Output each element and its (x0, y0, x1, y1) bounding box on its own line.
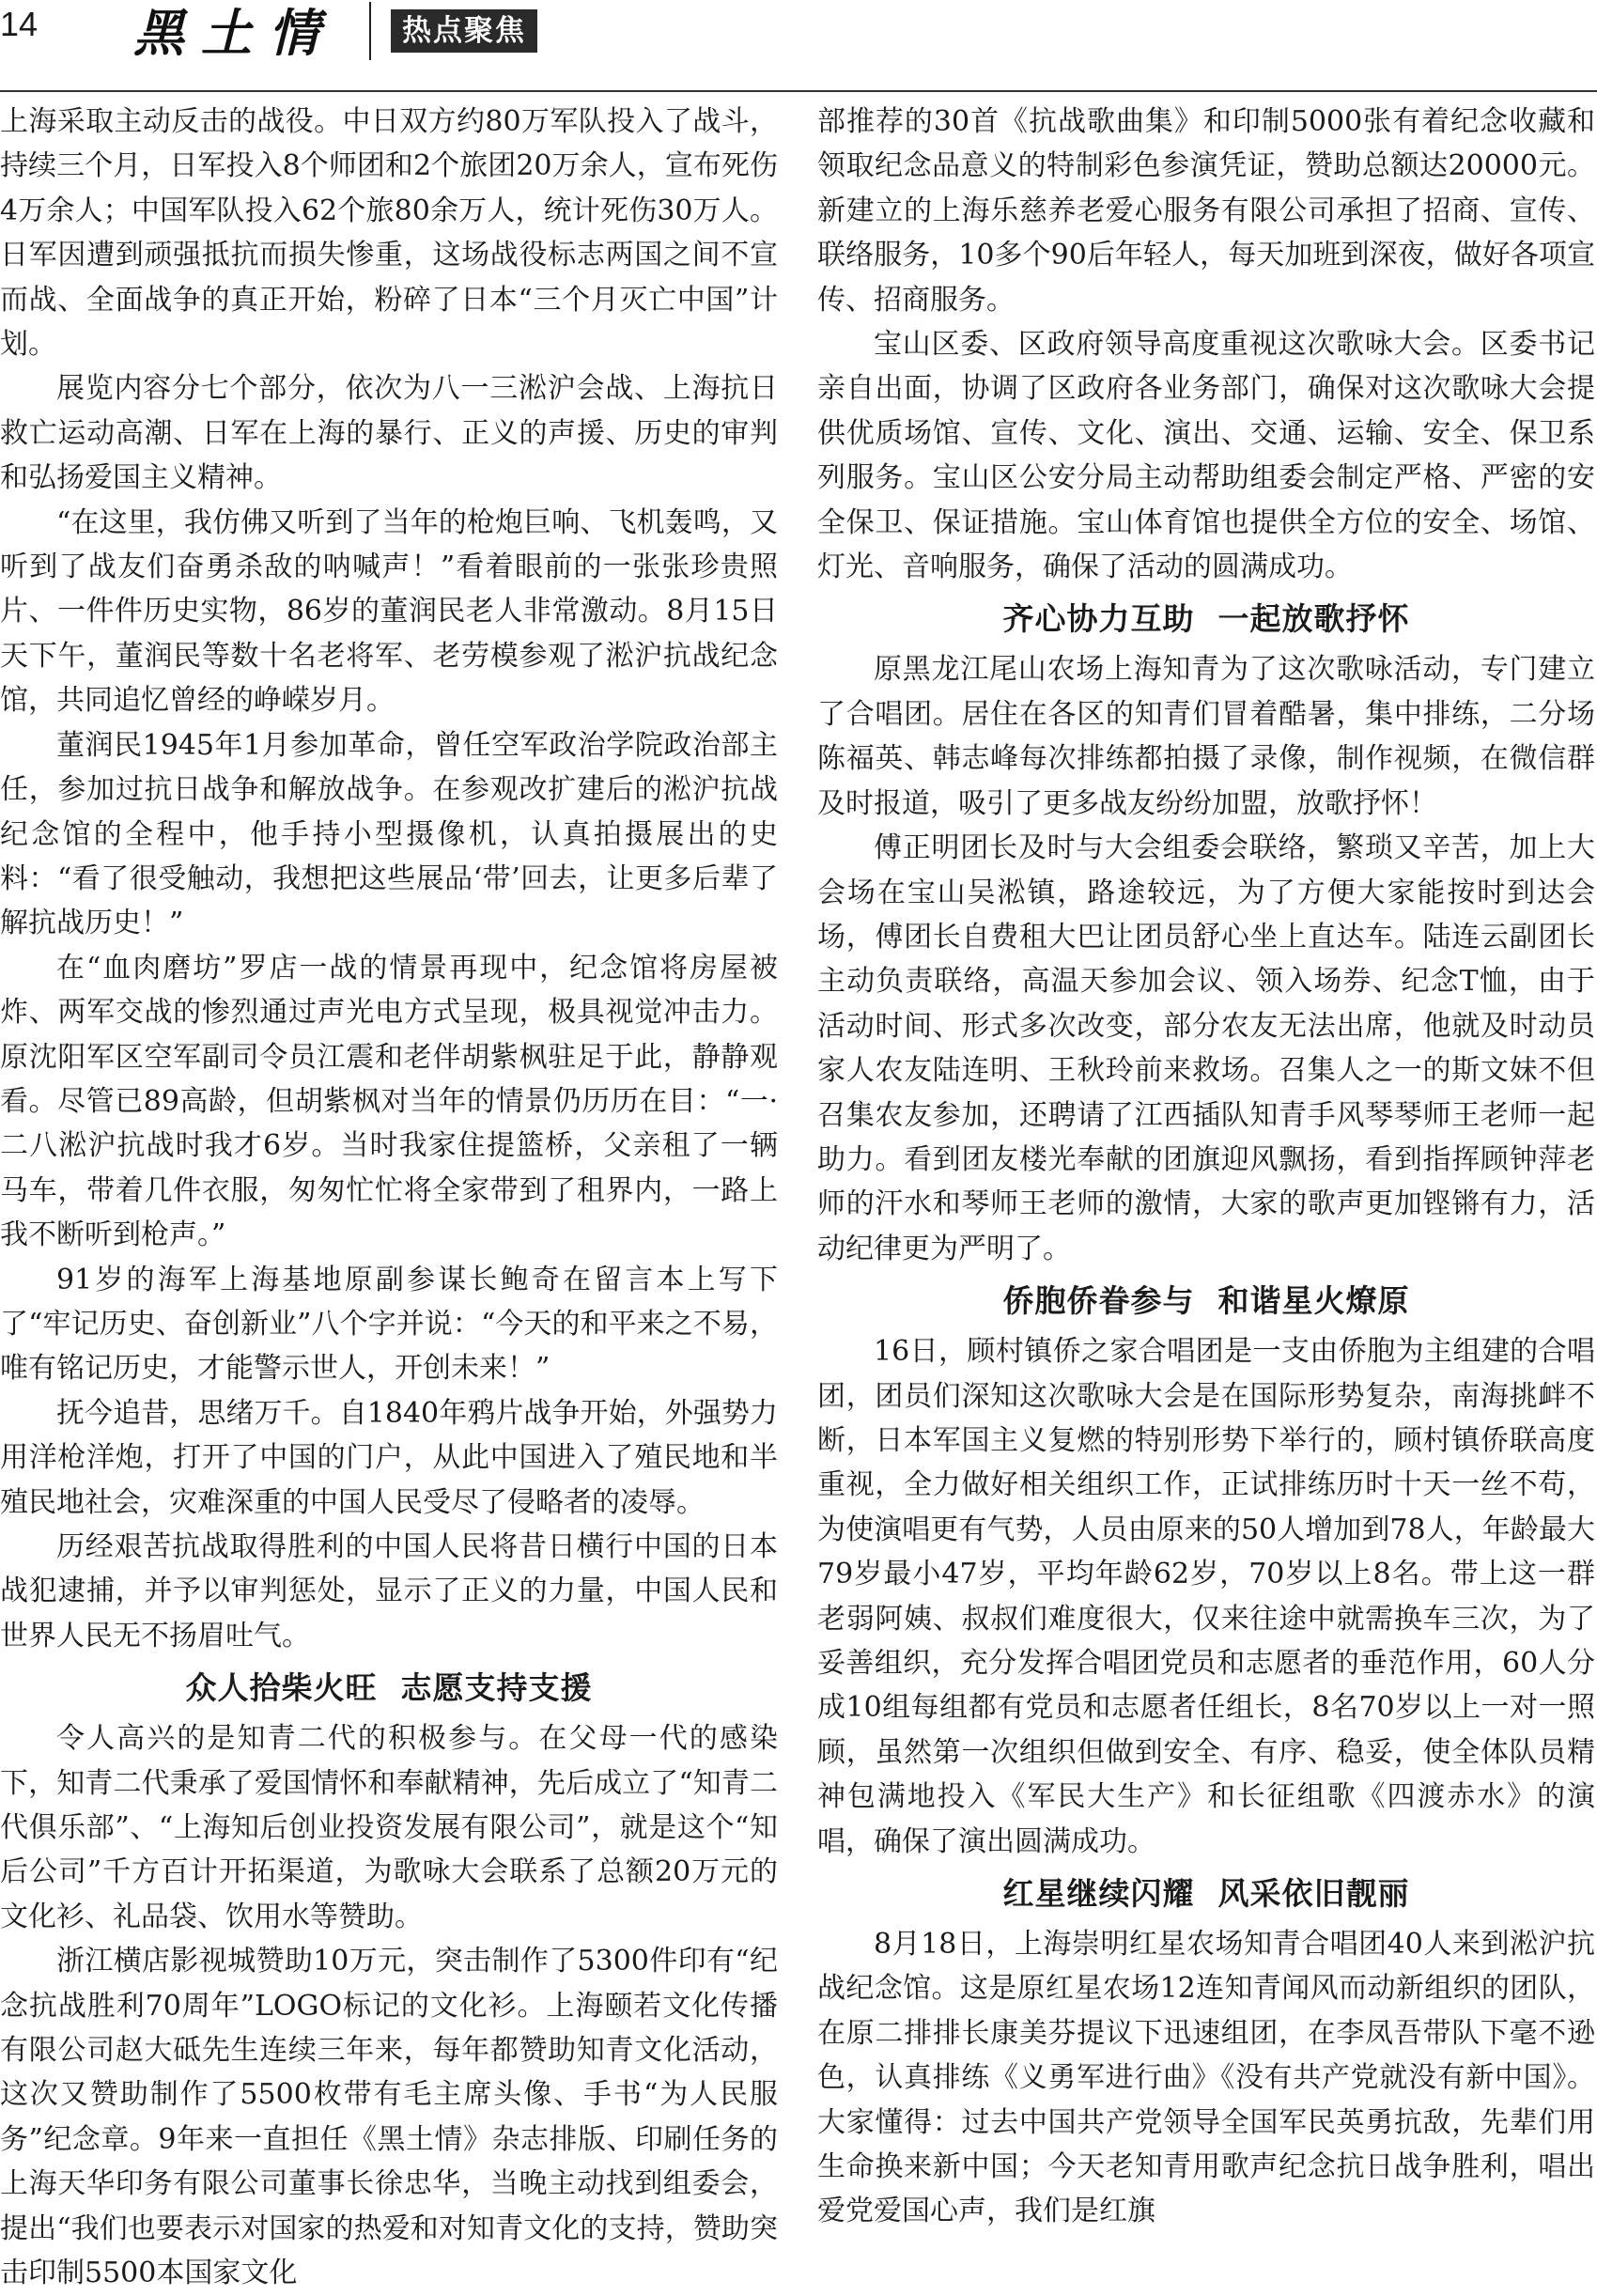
section-label: 热点聚焦 (391, 9, 537, 53)
right-column (817, 100, 1595, 2288)
magazine-logo: 黑土情 (133, 3, 336, 63)
paragraph: 原黑龙江尾山农场上海知青为了这次歌咏活动，专门建立了合唱团。居住在各区的知青们冒着酷暑，集中排练，二分场陈福英、韩志峰每次排练都拍摄了录像，制作视频，在微信群及时报道，吸引了更多战友纷纷加盟，放歌抒怀！ (817, 653, 1595, 820)
paragraph: 浙江横店影视城赞助10万元，突击制作了5300件印有“纪念抗战胜利70周年”LOGO标记的文化衫。上海颐若文化传播有限公司赵大砥先生连续三年来，每年都赞助知青文化活动，这次又赞助制作了5500枚带有毛主席头像、手书“为人民服务”纪念章。9年来一直担任《黑土情》杂志排版、印刷任务的上海天华印务有限公司董事长徐忠华，当晚主动找到组委会，提出“我们也要表示对国家的热爱和对知青文化的支持，赞助突击印制5500本国家文化 (0, 1945, 778, 2288)
paragraph: 历经艰苦抗战取得胜利的中国人民将昔日横行中国的日本战犯逮捕，并予以审判惩处，显示了正义的力量，中国人民和世界人民无不扬眉吐气。 (0, 1530, 778, 1652)
paragraph: 91岁的海军上海基地原副参谋长鲍奇在留言本上写下了“牢记历史、奋创新业”八个字并说：“今天的和平来之不易，唯有铭记历史，才能警示世人，开创未来！” (0, 1263, 778, 1386)
paragraph: 宝山区委、区政府领导高度重视这次歌咏大会。区委书记亲自出面，协调了区政府各业务部门，确保对这次歌咏大会提供优质场馆、宣传、文化、演出、交通、运输、安全、保卫系列服务。宝山区公安分局主动帮助组委会制定严格、严密的安全保卫、保证措施。宝山体育馆也提供全方位的安全、场馆、灯光、音响服务，确保了活动的圆满成功。 (817, 328, 1595, 584)
paragraph: 16日，顾村镇侨之家合唱团是一支由侨胞为主组建的合唱团，团员们深知这次歌咏大会是在国际形势复杂，南海挑衅不断，日本军国主义复燃的特别形势下举行的，顾村镇侨联高度重视，全力做好相关组织工作，正试排练历时十天一丝不苟，为使演唱更有气势，人员由原来的50人增加到78人，年龄最大79岁最小47岁，平均年龄62岁，70岁以上8名。带上这一群老弱阿姨、叔叔们难度很大，仅来往途中就需换车三次，为了妥善组织，充分发挥合唱团党员和志愿者的垂范作用，60人分成10组每组都有党员和志愿者任组长，8名70岁以上一对一照顾，虽然第一次组织但做到安全、有序、稳妥，使全体队员精神包满地投入《军民大生产》和长征组歌《四渡赤水》的演唱，确保了演出圆满成功。 (817, 1335, 1595, 1858)
section-subheading: 侨胞侨眷参与 和谐星火燎原 (1002, 1282, 1410, 1320)
paragraph: 8月18日，上海崇明红星农场知青合唱团40人来到淞沪抗战纪念馆。这是原红星农场12连知青闻风而动新组织的团队，在原二排排长康美芬提议下迅速组团，在李凤吾带队下毫不逊色，认真排练《义勇军进行曲》《没有共产党就没有新中国》。大家懂得：过去中国共产党领导全国军民英勇抗敌，先辈们用生命换来新中国；今天老知青用歌声纪念抗日战争胜利，唱出爱党爱国心声，我们是红旗 (817, 1928, 1595, 2228)
page-number: 14 (0, 5, 39, 43)
section-subheading: 齐心协力互助 一起放歌抒怀 (1002, 600, 1410, 638)
paragraph: 部推荐的30首《抗战歌曲集》和印制5000张有着纪念收藏和领取纪念品意义的特制彩色参演凭证，赞助总额达20000元。新建立的上海乐慈养老爱心服务有限公司承担了招商、宣传、联络服务，10多个90后年轻人，每天加班到深夜，做好各项宣传、招商服务。 (817, 105, 1595, 317)
paragraph: 令人高兴的是知青二代的积极参与。在父母一代的感染下，知青二代秉承了爱国情怀和奉献精神，先后成立了“知青二代俱乐部”、“上海知后创业投资发展有限公司”，就是这个“知后公司”千方百计开拓渠道，为歌咏大会联系了总额20万元的文化衫、礼品袋、饮用水等赞助。 (0, 1722, 778, 1933)
paragraph: 展览内容分七个部分，依次为八一三淞沪会战、上海抗日救亡运动高潮、日军在上海的暴行、正义的声援、历史的审判和弘扬爱国主义精神。 (0, 372, 778, 495)
header-rule (0, 90, 1597, 92)
left-column (0, 100, 778, 2288)
section-subheading: 红星继续闪耀 风采依旧靓丽 (1002, 1875, 1410, 1913)
paragraph: 在“血肉磨坊”罗店一战的情景再现中，纪念馆将房屋被炸、两军交战的惨烈通过声光电方式呈现，极具视觉冲击力。原沈阳军区空军副司令员江震和老伴胡紫枫驻足于此，静静观看。尽管已89高龄，但胡紫枫对当年的情景仍历历在目：“一·二八淞沪抗战时我才6岁。当时我家住提篮桥，父亲租了一辆马车，带着几件衣服，匆匆忙忙将全家带到了租界内，一路上我不断听到枪声。” (0, 951, 778, 1252)
paragraph: 抚今追昔，思绪万千。自1840年鸦片战争开始，外强势力用洋枪洋炮，打开了中国的门户，从此中国进入了殖民地和半殖民地社会，灾难深重的中国人民受尽了侵略者的凌辱。 (0, 1396, 778, 1519)
section-subheading: 众人拾柴火旺 志愿支持支援 (185, 1669, 593, 1707)
paragraph: “在这里，我仿佛又听到了当年的枪炮巨响、飞机轰鸣，又听到了战友们奋勇杀敌的呐喊声！”看着眼前的一张张珍贵照片、一件件历史实物，86岁的董润民老人非常激动。8月15日天下午，董润民等数十名老将军、老劳模参观了淞沪抗战纪念馆，共同追忆曾经的峥嵘岁月。 (0, 505, 778, 718)
paragraph: 董润民1945年1月参加革命，曾任空军政治学院政治部主任，参加过抗日战争和解放战争。在参观改扩建后的淞沪抗战纪念馆的全程中，他手持小型摄像机，认真拍摄展出的史料：“看了很受触动，我想把这些展品‘带’回去，让更多后辈了解抗战历史！” (0, 728, 778, 940)
paragraph: 傅正明团长及时与大会组委会联络，繁琐又辛苦，加上大会场在宝山吴淞镇，路途较远，为了方便大家能按时到达会场，傅团长自费租大巴让团员舒心坐上直达车。陆连云副团长主动负责联络，高温天参加会议、领入场券、纪念T恤，由于活动时间、形式多次改变，部分农友无法出席，他就及时动员家人农友陆连明、王秋玲前来救场。召集人之一的斯文妹不但召集农友参加，还聘请了江西插队知青手风琴琴师王老师一起助力。看到团友楼光奉献的团旗迎风飘扬，看到指挥顾钟萍老师的汗水和琴师王老师的激情，大家的歌声更加铿锵有力，活动纪律更为严明了。 (817, 831, 1595, 1265)
paragraph: 上海采取主动反击的战役。中日双方约80万军队投入了战斗，持续三个月，日军投入8个师团和2个旅团20万余人，宣布死伤4万余人；中国军队投入62个旅80余万人，统计死伤30万人。日军因遭到顽强抵抗而损失惨重，这场战役标志两国之间不宣而战、全面战争的真正开始，粉碎了日本“三个月灭亡中国”计划。 (0, 105, 778, 362)
header-divider (369, 2, 371, 60)
